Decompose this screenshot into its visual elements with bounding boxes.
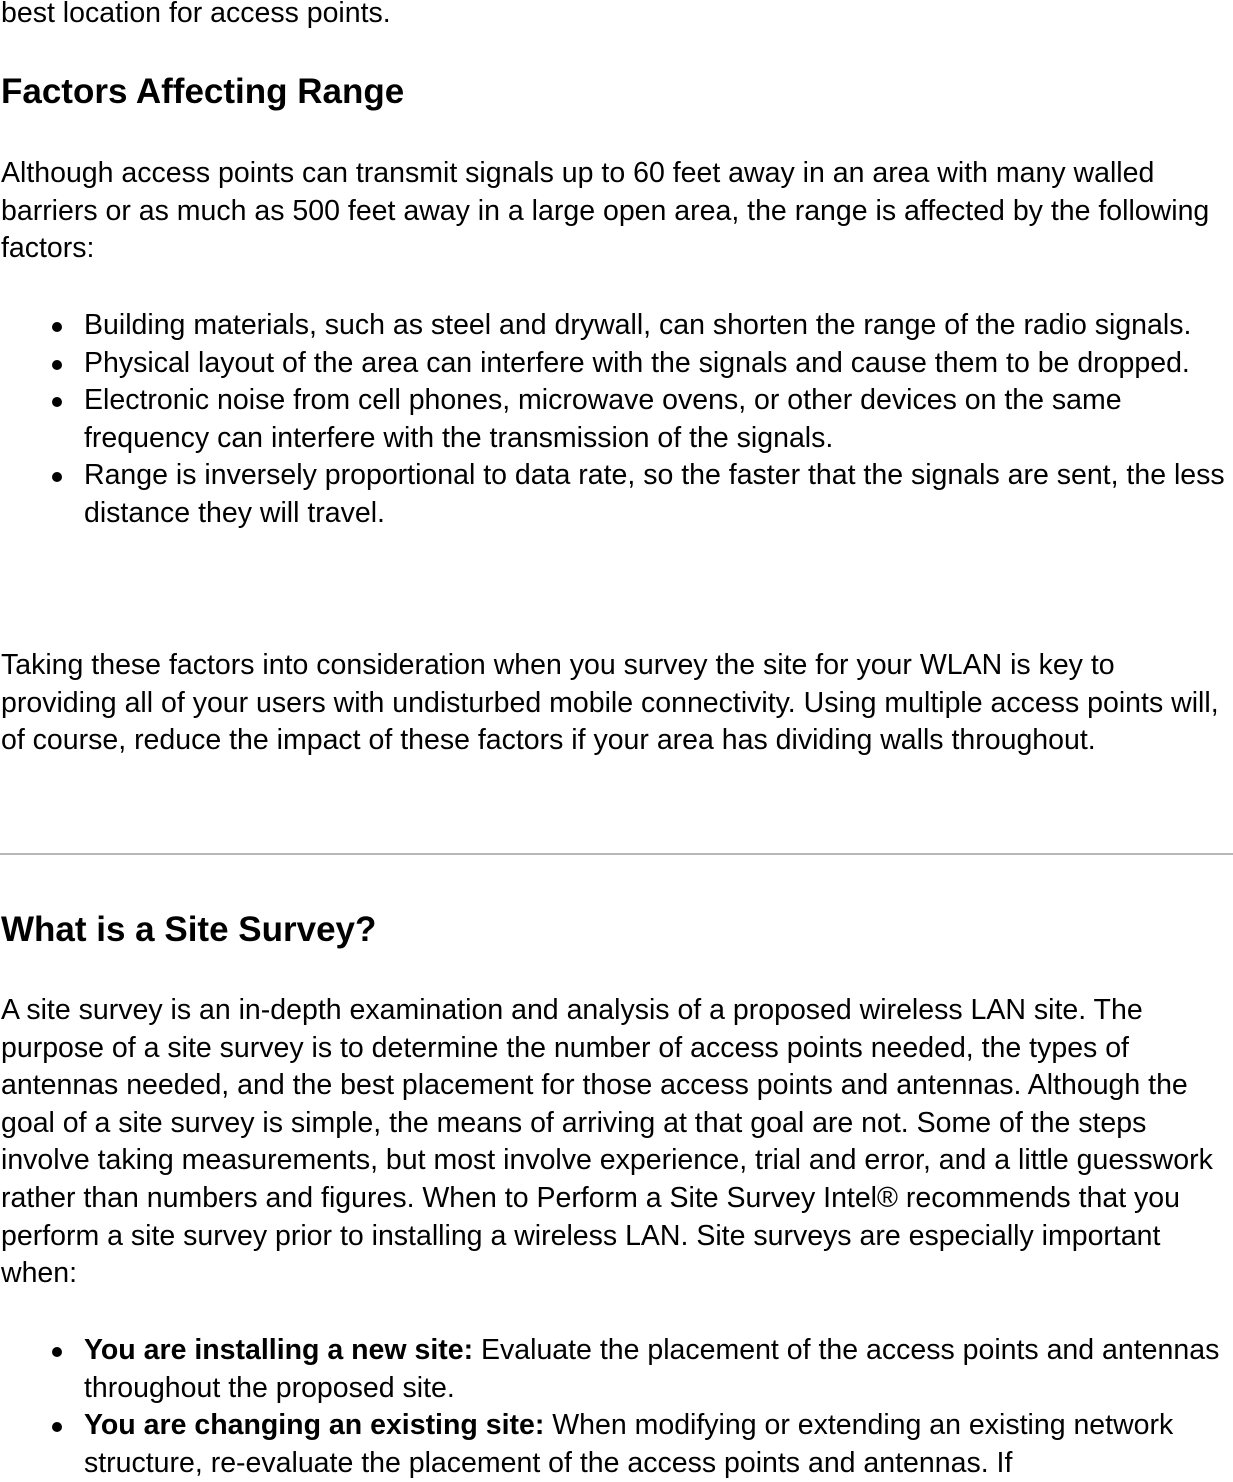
list-item-text: Evaluate the placement of the access points and antennas throughout the proposed site.: [84, 1334, 1220, 1404]
factors-paragraph: Although access points can transmit signals up to 60 feet away in an area with many walled barriers or as much as 500 feet away in a large open area, the range is affected by the following factors:: [1, 157, 1210, 265]
list-item: [0, 345, 1233, 383]
list-item: [0, 382, 1233, 457]
list-item-text: When modifying or extending an existing network structure, re-evaluate the placement of the access points and antennas. If: [84, 1409, 1174, 1479]
bullet-icon: [52, 397, 62, 407]
bullet-icon: [52, 1422, 62, 1432]
list-item: [0, 307, 1233, 345]
list-item-text: Range is inversely proportional to data rate, so the faster that the signals are sent, the less distance they will travel.: [84, 459, 1225, 529]
list-item-lead: You are changing an existing site:: [84, 1409, 545, 1442]
bullet-icon: [52, 322, 62, 332]
list-item-text: Building materials, such as steel and drywall, can shorten the range of the radio signals.: [84, 309, 1192, 341]
list-item: [0, 457, 1233, 532]
bullet-icon: [52, 360, 62, 370]
list-item: [0, 1407, 1233, 1482]
list-item-text: Electronic noise from cell phones, microwave ovens, or other devices on the same frequency can interfere with the transmission of the signals.: [84, 384, 1122, 454]
factors-list: [0, 307, 1233, 533]
site-survey-paragraph: A site survey is an in-depth examination and analysis of a proposed wireless LAN site. The purpose of a site survey is to determine the number of access points needed, the types of antennas needed, and the best placement for those access points and antennas. Although the goal of a site survey is simple, the means of arriving at that goal are not. Some of the steps involve taking measurements, but most involve experience, trial and error, and a little guesswork rather than numbers and figures. When to Perform a Site Survey Intel® recommends that you perform a site survey prior to installing a wireless LAN. Site surveys are especially important when:: [1, 994, 1213, 1290]
section-divider: [0, 853, 1233, 855]
section-heading-factors: Factors Affecting Range: [1, 72, 405, 111]
bullet-icon: [52, 472, 62, 482]
section-heading-site-survey: What is a Site Survey?: [1, 910, 377, 949]
list-item-text: Physical layout of the area can interfere with the signals and cause them to be dropped.: [84, 346, 1190, 379]
intro-fragment: best location for access points.: [1, 0, 391, 29]
bullet-icon: [52, 1347, 62, 1357]
factors-closing-paragraph: Taking these factors into consideration when you survey the site for your WLAN is key to providing all of your users with undisturbed mobile connectivity. Using multiple access points will, of course, reduce the impact of these factors if your area has dividing walls throughout.: [1, 649, 1219, 757]
site-survey-list: [0, 1332, 1233, 1482]
list-item: [0, 1332, 1233, 1407]
list-item-lead: You are installing a new site:: [84, 1334, 474, 1366]
